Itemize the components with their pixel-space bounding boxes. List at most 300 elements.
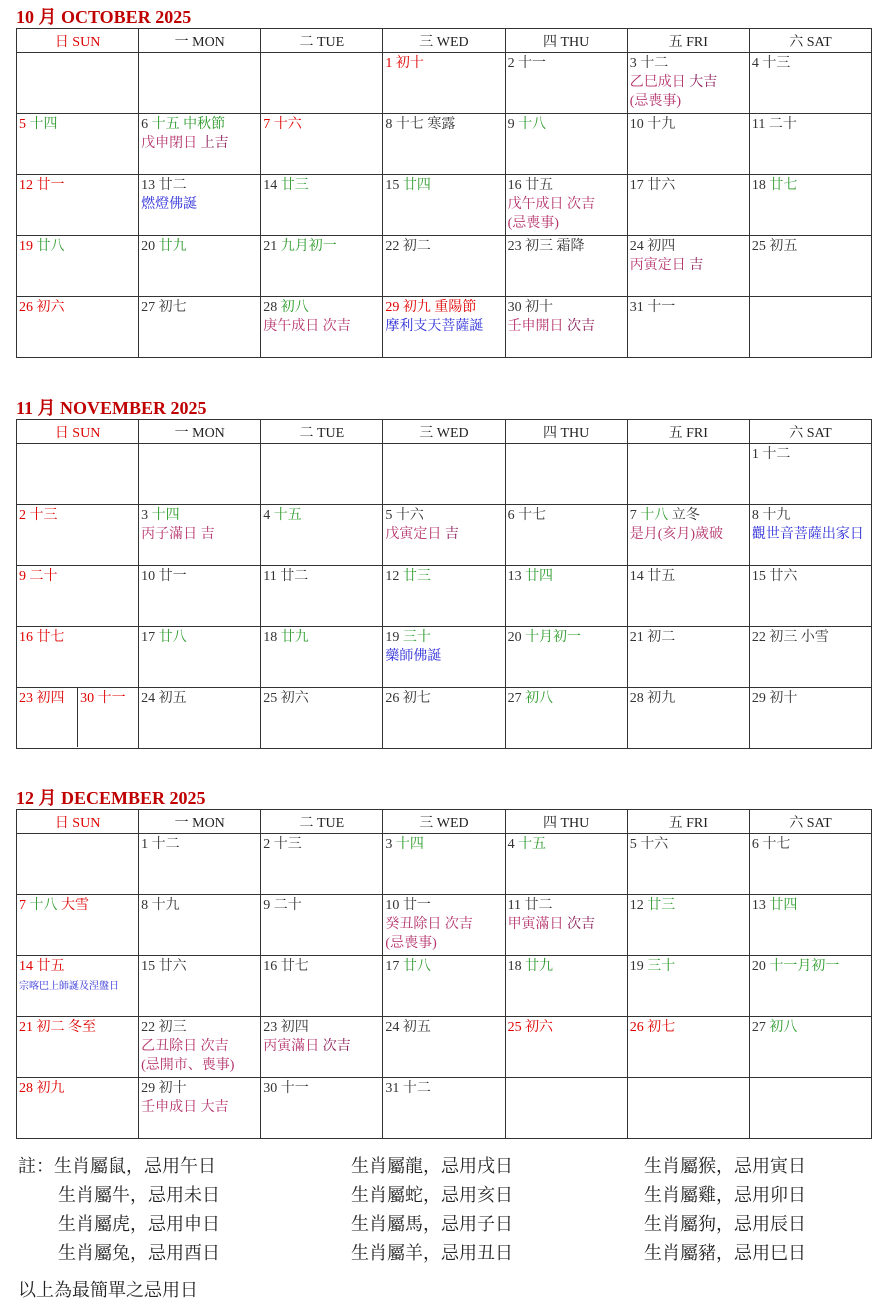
day-cell <box>505 566 627 627</box>
day-text: 3 <box>385 837 396 852</box>
day-cell <box>505 1017 627 1078</box>
note-item <box>18 1239 351 1268</box>
day-line <box>19 689 75 708</box>
day-line <box>141 1056 258 1075</box>
day-text: 27 初七 <box>141 300 187 315</box>
weekday-header: 五 FRI <box>627 420 749 444</box>
day-line <box>19 896 136 915</box>
day-line <box>630 256 747 275</box>
day-line <box>263 1018 380 1037</box>
note-text: 生肖屬虎，忌用申日 <box>58 1214 220 1234</box>
day-line <box>385 835 502 854</box>
day-line <box>630 115 747 134</box>
day-text: 2 十三 <box>19 508 58 523</box>
day-line <box>385 176 502 195</box>
day-text: 20 <box>751 959 770 974</box>
weekday-header-row <box>17 420 872 444</box>
day-line <box>263 567 380 586</box>
day-line <box>752 689 869 708</box>
day-text: 觀世音菩薩出家日 <box>751 527 864 542</box>
day-text: 庚午成日 次吉 <box>263 319 351 334</box>
day-cell <box>139 688 261 749</box>
day-text: 初八 <box>769 1020 798 1035</box>
day-line <box>508 115 625 134</box>
day-text: 廿九 <box>158 239 187 254</box>
note-text: 生肖屬牛，忌用未日 <box>58 1185 220 1205</box>
day-text: 15 廿六 <box>751 569 798 584</box>
day-cell <box>17 1078 139 1139</box>
day-cell <box>261 505 383 566</box>
day-line <box>508 689 625 708</box>
day-line <box>385 896 502 915</box>
day-cell <box>627 175 749 236</box>
week-row <box>17 566 872 627</box>
day-line <box>141 176 258 195</box>
day-line <box>19 976 136 996</box>
day-text: 燃燈佛誕 <box>141 197 198 212</box>
day-text: 20 <box>507 630 526 645</box>
day-line <box>141 115 258 134</box>
day-text: 三十 <box>647 959 676 974</box>
day-text: 16 廿五 <box>507 178 554 193</box>
day-cell <box>749 688 871 749</box>
day-text: 吉 <box>444 527 459 542</box>
day-cell <box>627 297 749 358</box>
day-line <box>141 298 258 317</box>
day-text: 5 <box>19 117 30 132</box>
week-row <box>17 114 872 175</box>
day-text: 廿四 <box>402 178 431 193</box>
day-line <box>141 835 258 854</box>
day-cell <box>261 688 383 749</box>
day-text: 12 <box>385 569 403 584</box>
day-text: 7 <box>629 508 641 523</box>
day-text: 24 初五 <box>141 691 187 706</box>
day-text: 壬申成日 大吉 <box>141 1100 229 1115</box>
day-text: 初八 <box>280 300 309 315</box>
day-text: 6 <box>141 117 152 132</box>
day-text: 28 <box>263 300 281 315</box>
week-row <box>17 236 872 297</box>
weekday-header: 日 SUN <box>17 29 139 53</box>
day-line <box>752 237 869 256</box>
day-text: 12 <box>629 898 648 913</box>
day-text: 17 <box>141 630 159 645</box>
day-text: 13 <box>507 569 526 584</box>
note-item <box>644 1181 868 1210</box>
day-text: 十八 <box>640 508 669 523</box>
day-text: 十五 <box>518 837 547 852</box>
day-line <box>508 317 625 336</box>
day-cell <box>627 114 749 175</box>
day-cell <box>383 297 505 358</box>
day-text: 25 初六 <box>507 1020 554 1035</box>
day-cell <box>383 175 505 236</box>
day-cell <box>749 236 871 297</box>
day-cell <box>17 175 139 236</box>
weekday-header: 二 TUE <box>261 29 383 53</box>
day-text: 11 二十 <box>751 117 797 132</box>
day-text: 16 廿七 <box>19 630 65 645</box>
month-grid <box>16 809 872 1139</box>
day-text: 十八 <box>29 898 58 913</box>
day-line <box>508 628 625 647</box>
day-line <box>263 689 380 708</box>
day-cell <box>505 114 627 175</box>
day-text: 2 十一 <box>507 56 547 71</box>
empty-day-cell <box>17 834 139 895</box>
day-cell <box>749 566 871 627</box>
day-line <box>385 647 502 666</box>
day-line <box>752 1018 869 1037</box>
day-line <box>141 628 258 647</box>
day-text: 4 <box>263 508 274 523</box>
empty-day-cell <box>17 444 139 505</box>
day-line <box>630 92 747 111</box>
note-item <box>644 1210 868 1239</box>
footer-note: 以上為最簡單之忌用日 <box>18 1280 198 1300</box>
day-text: 24 初四 <box>629 239 676 254</box>
note-item <box>644 1152 868 1181</box>
day-line <box>508 54 625 73</box>
day-cell <box>261 566 383 627</box>
day-text: 立冬 <box>668 508 700 523</box>
day-text: 31 十一 <box>629 300 676 315</box>
day-cell <box>17 627 139 688</box>
day-text: 戊寅定日 <box>385 527 445 542</box>
note-text: 生肖屬兔，忌用酉日 <box>58 1243 220 1263</box>
day-line <box>508 896 625 915</box>
day-text: 三十 <box>402 630 431 645</box>
day-text: 26 初七 <box>629 1020 676 1035</box>
day-line <box>385 506 502 525</box>
day-text: 9 二十 <box>19 569 58 584</box>
day-line <box>752 567 869 586</box>
day-cell <box>383 1078 505 1139</box>
day-cell <box>261 956 383 1017</box>
day-text: 25 初五 <box>751 239 798 254</box>
day-text: 甲寅滿日 <box>507 917 568 932</box>
day-text: 9 <box>507 117 519 132</box>
day-cell <box>261 834 383 895</box>
day-line <box>19 176 136 195</box>
day-cell <box>383 505 505 566</box>
day-cell <box>505 236 627 297</box>
day-text: 20 <box>141 239 159 254</box>
day-line <box>263 506 380 525</box>
day-text: 丙寅滿日 <box>263 1039 323 1054</box>
day-cell <box>139 505 261 566</box>
note-item <box>351 1181 644 1210</box>
weekday-header: 三 WED <box>383 29 505 53</box>
day-text: 30 十一 <box>80 691 126 706</box>
day-cell <box>261 1017 383 1078</box>
week-row <box>17 175 872 236</box>
day-cell <box>627 566 749 627</box>
day-text: 29 初九 重陽節 <box>385 300 477 315</box>
day-line <box>263 835 380 854</box>
day-text: 23 初四 <box>19 691 65 706</box>
day-text: 次吉 <box>322 1039 351 1054</box>
day-text: 26 初六 <box>19 300 65 315</box>
day-text: (忌喪事) <box>629 94 682 109</box>
empty-day-cell <box>261 444 383 505</box>
day-line <box>263 176 380 195</box>
day-cell <box>17 505 139 566</box>
day-line <box>385 934 502 953</box>
month-grid <box>16 419 872 749</box>
day-cell <box>383 566 505 627</box>
day-text: 14 廿五 <box>19 959 65 974</box>
day-text: 11 廿二 <box>263 569 309 584</box>
day-text: 5 十六 <box>629 837 669 852</box>
day-text: 十一月初一 <box>769 959 840 974</box>
day-text: 18 <box>507 959 526 974</box>
day-text: 廿九 <box>525 959 554 974</box>
day-line <box>752 628 869 647</box>
day-line <box>19 298 136 317</box>
day-text: (忌喪事) <box>507 216 559 231</box>
note-text: 生肖屬猴，忌用寅日 <box>644 1156 806 1176</box>
day-line <box>752 506 869 525</box>
day-text: 廿四 <box>525 569 554 584</box>
day-text: 21 初二 <box>629 630 676 645</box>
day-cell <box>261 114 383 175</box>
day-cell <box>17 956 139 1017</box>
note-text: 生肖屬羊，忌用丑日 <box>351 1243 513 1263</box>
day-cell <box>383 53 505 114</box>
empty-day-cell <box>261 53 383 114</box>
weekday-header-row <box>17 810 872 834</box>
weekday-header: 一 MON <box>139 29 261 53</box>
day-text: 吉 <box>689 258 704 273</box>
day-text: 17 <box>385 959 403 974</box>
empty-day-cell <box>627 1078 749 1139</box>
day-text: 廿八 <box>36 239 65 254</box>
day-line <box>141 567 258 586</box>
week-row <box>17 297 872 358</box>
day-text: 23 初三 霜降 <box>507 239 585 254</box>
day-cell <box>261 175 383 236</box>
day-line <box>263 1079 380 1098</box>
day-text: 19 <box>19 239 37 254</box>
day-line <box>19 957 136 976</box>
day-line <box>508 957 625 976</box>
month-title: 10 月 OCTOBER 2025 <box>16 7 192 27</box>
day-line <box>752 54 869 73</box>
day-line <box>385 915 502 934</box>
empty-day-cell <box>505 444 627 505</box>
day-text: 3 <box>141 508 152 523</box>
split-day-cell <box>17 688 139 749</box>
day-text: 15 廿六 <box>141 959 187 974</box>
day-cell <box>627 1017 749 1078</box>
day-line <box>141 525 258 544</box>
day-text: 5 十六 <box>385 508 424 523</box>
day-text: 15 <box>385 178 403 193</box>
day-text: 25 初六 <box>263 691 309 706</box>
day-line <box>19 628 136 647</box>
day-cell <box>139 834 261 895</box>
day-cell <box>505 956 627 1017</box>
day-text: 19 <box>385 630 403 645</box>
empty-day-cell <box>749 297 871 358</box>
day-line <box>630 237 747 256</box>
day-text: 廿三 <box>280 178 309 193</box>
day-cell <box>627 53 749 114</box>
day-line <box>385 54 502 73</box>
day-text: 初八 <box>525 691 554 706</box>
day-line <box>752 896 869 915</box>
day-text: 丙子滿日 吉 <box>141 527 215 542</box>
month-december <box>16 787 872 1139</box>
day-text: 次吉 <box>567 917 596 932</box>
day-line <box>630 525 747 544</box>
month-grid <box>16 28 872 358</box>
day-cell <box>749 505 871 566</box>
day-line <box>385 957 502 976</box>
day-line <box>19 237 136 256</box>
weekday-header: 五 FRI <box>627 29 749 53</box>
day-line <box>630 835 747 854</box>
day-line <box>752 176 869 195</box>
day-cell <box>139 1017 261 1078</box>
day-cell <box>139 627 261 688</box>
day-text: 24 初五 <box>385 1020 431 1035</box>
empty-day-cell <box>749 1078 871 1139</box>
weekday-header: 六 SAT <box>749 29 871 53</box>
note-item <box>351 1152 644 1181</box>
weekday-header: 三 WED <box>383 420 505 444</box>
day-cell <box>261 297 383 358</box>
note-item <box>18 1181 351 1210</box>
day-text: 上吉 <box>200 136 229 151</box>
day-line <box>263 237 380 256</box>
weekday-header: 日 SUN <box>17 420 139 444</box>
day-text: 17 廿六 <box>629 178 676 193</box>
day-line <box>263 317 380 336</box>
day-cell <box>383 114 505 175</box>
day-line <box>508 915 625 934</box>
day-cell <box>505 505 627 566</box>
weekday-header: 二 TUE <box>261 810 383 834</box>
day-line <box>19 1018 136 1037</box>
day-cell <box>505 297 627 358</box>
day-text: 乙巳成日 <box>629 75 690 90</box>
day-line <box>19 506 136 525</box>
day-text: (忌開市、喪事) <box>141 1058 235 1073</box>
week-row <box>17 688 872 749</box>
day-line <box>630 298 747 317</box>
day-text: 11 廿二 <box>507 898 553 913</box>
day-line <box>630 896 747 915</box>
day-cell <box>139 114 261 175</box>
day-cell-half <box>77 688 138 747</box>
day-line <box>508 195 625 214</box>
day-line <box>752 445 869 464</box>
empty-day-cell <box>505 1078 627 1139</box>
weekday-header: 五 FRI <box>627 810 749 834</box>
month-title: 12 月 DECEMBER 2025 <box>16 788 206 808</box>
day-line <box>385 115 502 134</box>
day-text: 1 初十 <box>385 56 424 71</box>
day-text: 30 十一 <box>263 1081 309 1096</box>
day-text: 十五 中秋節 <box>151 117 226 132</box>
note-text: 生肖屬鼠，忌用午日 <box>54 1156 216 1176</box>
day-cell <box>749 1017 871 1078</box>
split-cell <box>17 688 138 747</box>
day-line <box>630 1018 747 1037</box>
day-line <box>19 567 136 586</box>
day-cell <box>749 834 871 895</box>
day-text: 14 廿五 <box>629 569 676 584</box>
note-prefix: 註： <box>18 1156 54 1176</box>
day-text: 7 十六 <box>263 117 302 132</box>
day-text: 13 廿二 <box>141 178 187 193</box>
day-cell <box>505 834 627 895</box>
day-line <box>385 689 502 708</box>
day-text: 8 十七 寒露 <box>385 117 456 132</box>
day-text: 19 <box>629 959 648 974</box>
weekday-header: 四 THU <box>505 810 627 834</box>
day-line <box>508 298 625 317</box>
week-row <box>17 1078 872 1139</box>
day-text: 10 廿一 <box>141 569 187 584</box>
weekday-header: 六 SAT <box>749 810 871 834</box>
day-text: 22 初三 小雪 <box>751 630 829 645</box>
empty-day-cell <box>17 53 139 114</box>
month-november <box>16 397 872 749</box>
day-text: 29 初十 <box>751 691 798 706</box>
day-text: 乙丑除日 次吉 <box>141 1039 229 1054</box>
day-line <box>141 1079 258 1098</box>
weekday-header: 一 MON <box>139 420 261 444</box>
week-row <box>17 956 872 1017</box>
day-text: 戊申閉日 <box>141 136 201 151</box>
day-cell <box>749 53 871 114</box>
day-text: 28 初九 <box>629 691 676 706</box>
day-cell <box>261 627 383 688</box>
day-text: 10 廿一 <box>385 898 431 913</box>
weekday-header: 六 SAT <box>749 420 871 444</box>
week-row <box>17 627 872 688</box>
day-line <box>19 1079 136 1098</box>
day-line <box>385 628 502 647</box>
day-cell <box>383 895 505 956</box>
day-line <box>263 1037 380 1056</box>
day-line <box>385 298 502 317</box>
day-cell <box>749 956 871 1017</box>
day-text: 18 <box>263 630 281 645</box>
day-cell <box>627 236 749 297</box>
day-text: 十四 <box>29 117 58 132</box>
day-text: 大雪 <box>57 898 89 913</box>
day-line <box>80 689 136 708</box>
day-line <box>385 237 502 256</box>
day-cell <box>139 895 261 956</box>
day-line <box>141 195 258 214</box>
day-line <box>141 237 258 256</box>
day-cell <box>139 956 261 1017</box>
day-text: 是月(亥月)歲破 <box>629 527 724 542</box>
empty-day-cell <box>139 53 261 114</box>
day-line <box>630 628 747 647</box>
day-text: 九月初一 <box>280 239 337 254</box>
day-line <box>752 957 869 976</box>
day-text: 廿八 <box>402 959 431 974</box>
day-cell <box>261 1078 383 1139</box>
empty-day-cell <box>383 444 505 505</box>
